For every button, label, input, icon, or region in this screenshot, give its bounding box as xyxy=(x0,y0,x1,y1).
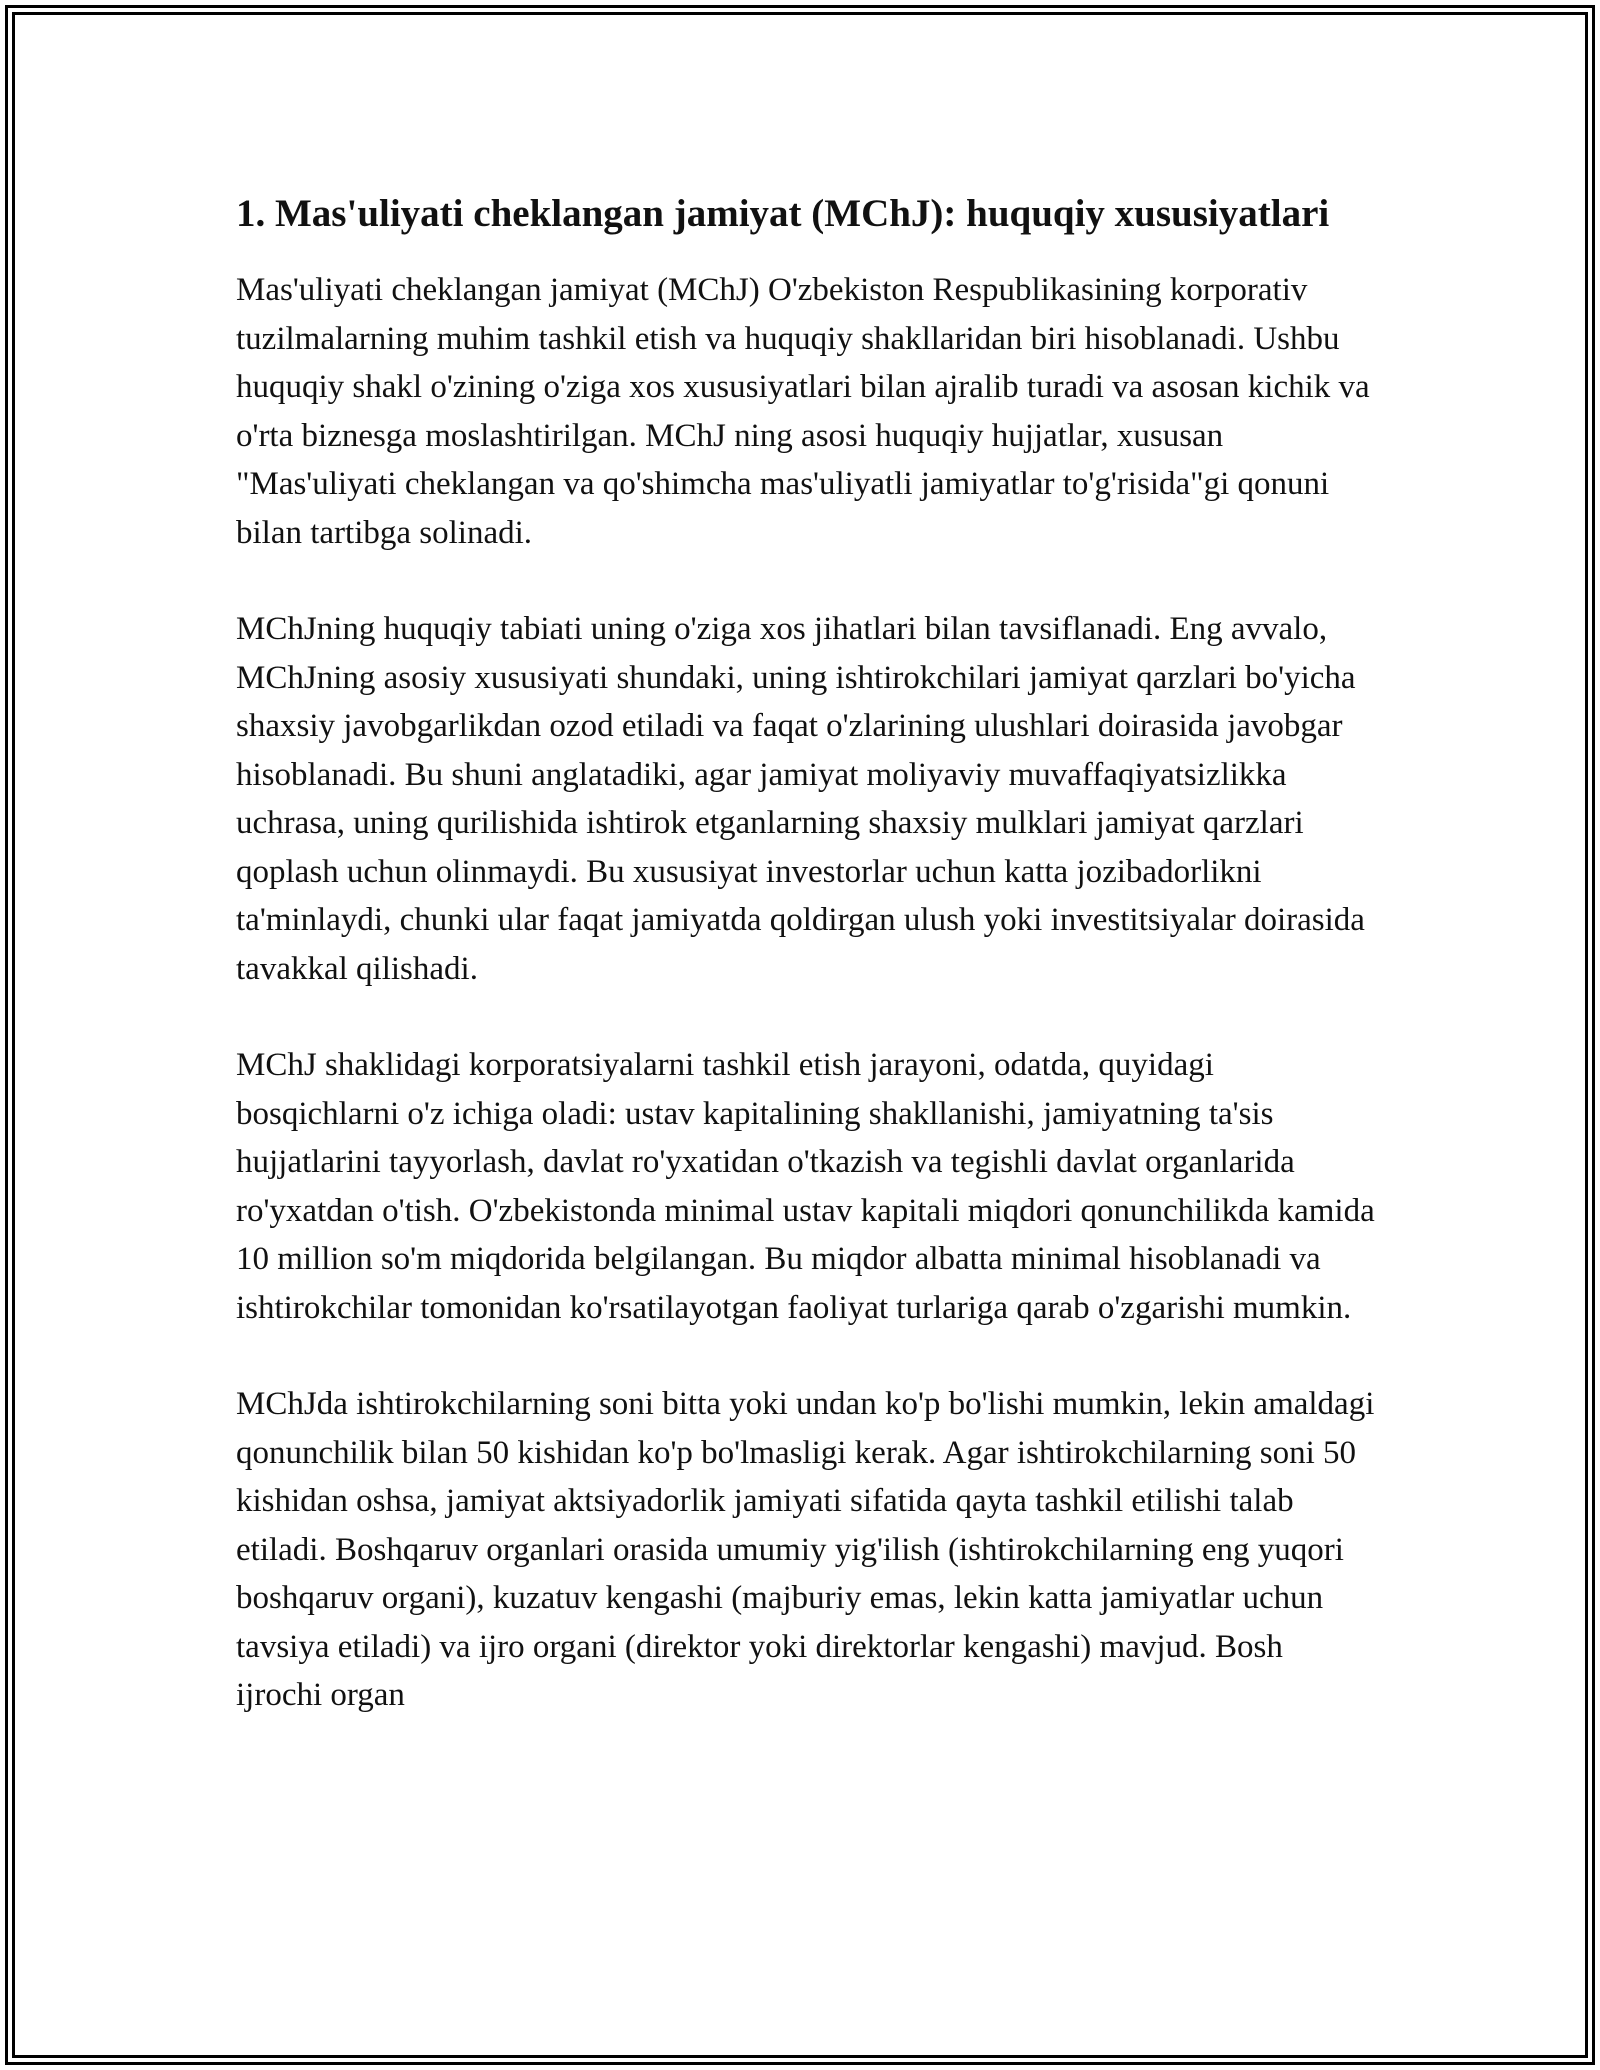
paragraph-2: MChJning huquqiy tabiati uning o'ziga xos jihatlari bilan tavsiflanadi. Eng avvalo, MChJning asosiy xususiyati shundaki, uning ishtirokchilari jamiyat qarzlari bo'yicha shaxsiy javobgarlikdan ozod etiladi va faqat o'zlarining ulushlari doirasida javobgar hisoblanadi. Bu shuni anglatadiki, agar jamiyat moliyaviy muvaffaqiyatsizlikka uchrasa, uning qurilishida ishtirok etganlarning shaxsiy mulklari jamiyat qarzlari qoplash uchun olinmaydi. Bu xususiyat investorlar uchun katta jozibadorlikni ta'minlaydi, chunki ular faqat jamiyatda qoldirgan ulush yoki investitsiyalar doirasida tavakkal qilishadi. xyxy=(236,611,1365,987)
paragraph-4: MChJda ishtirokchilarning soni bitta yoki undan ko'p bo'lishi mumkin, lekin amaldagi qonunchilik bilan 50 kishidan ko'p bo'lmasligi kerak. Agar ishtirokchilarning soni 50 kishidan oshsa, jamiyat aktsiyadorlik jamiyati sifatida qayta tashkil etilishi talab etiladi. Boshqaruv organlari orasida umumiy yig'ilish (ishtirokchilarning eng yuqori boshqaruv organi), kuzatuv kengashi (majburiy emas, lekin katta jamiyatlar uchun tavsiya etiladi) va ijro organi (direktor yoki direktorlar kengashi) mavjud. Bosh ijrochi organ xyxy=(236,1386,1375,1713)
paragraph-1: Mas'uliyati cheklangan jamiyat (MChJ) O'zbekiston Respublikasining korporativ tuzilmalarning muhim tashkil etish va huquqiy shakllaridan biri hisoblanadi. Ushbu huquqiy shakl o'zining o'ziga xos xususiyatlari bilan ajralib turadi va asosan kichik va o'rta biznesga moslashtirilgan. MChJ ning asosi huquqiy hujjatlar, xususan "Mas'uliyati cheklangan va qo'shimcha mas'uliyatli jamiyatlar to'g'risida"gi qonuni bilan tartibga solinadi. xyxy=(236,272,1370,551)
document-body xyxy=(236,186,1376,1768)
paragraph-3: MChJ shaklidagi korporatsiyalarni tashkil etish jarayoni, odatda, quyidagi bosqichlarni o'z ichiga oladi: ustav kapitalining shakllanishi, jamiyatning ta'sis hujjatlarini tayyorlash, davlat ro'yxatidan o'tkazish va tegishli davlat organlarida ro'yxatdan o'tish. O'zbekistonda minimal ustav kapitali miqdori qonunchilikda kamida 10 million so'm miqdorida belgilangan. Bu miqdor albatta minimal hisoblanadi va ishtirokchilar tomonidan ko'rsatilayotgan faoliyat turlariga qarab o'zgarishi mumkin. xyxy=(236,1047,1375,1326)
section-heading: 1. Mas'uliyati cheklangan jamiyat (MChJ): huquqiy xususiyatlari xyxy=(236,192,1330,235)
